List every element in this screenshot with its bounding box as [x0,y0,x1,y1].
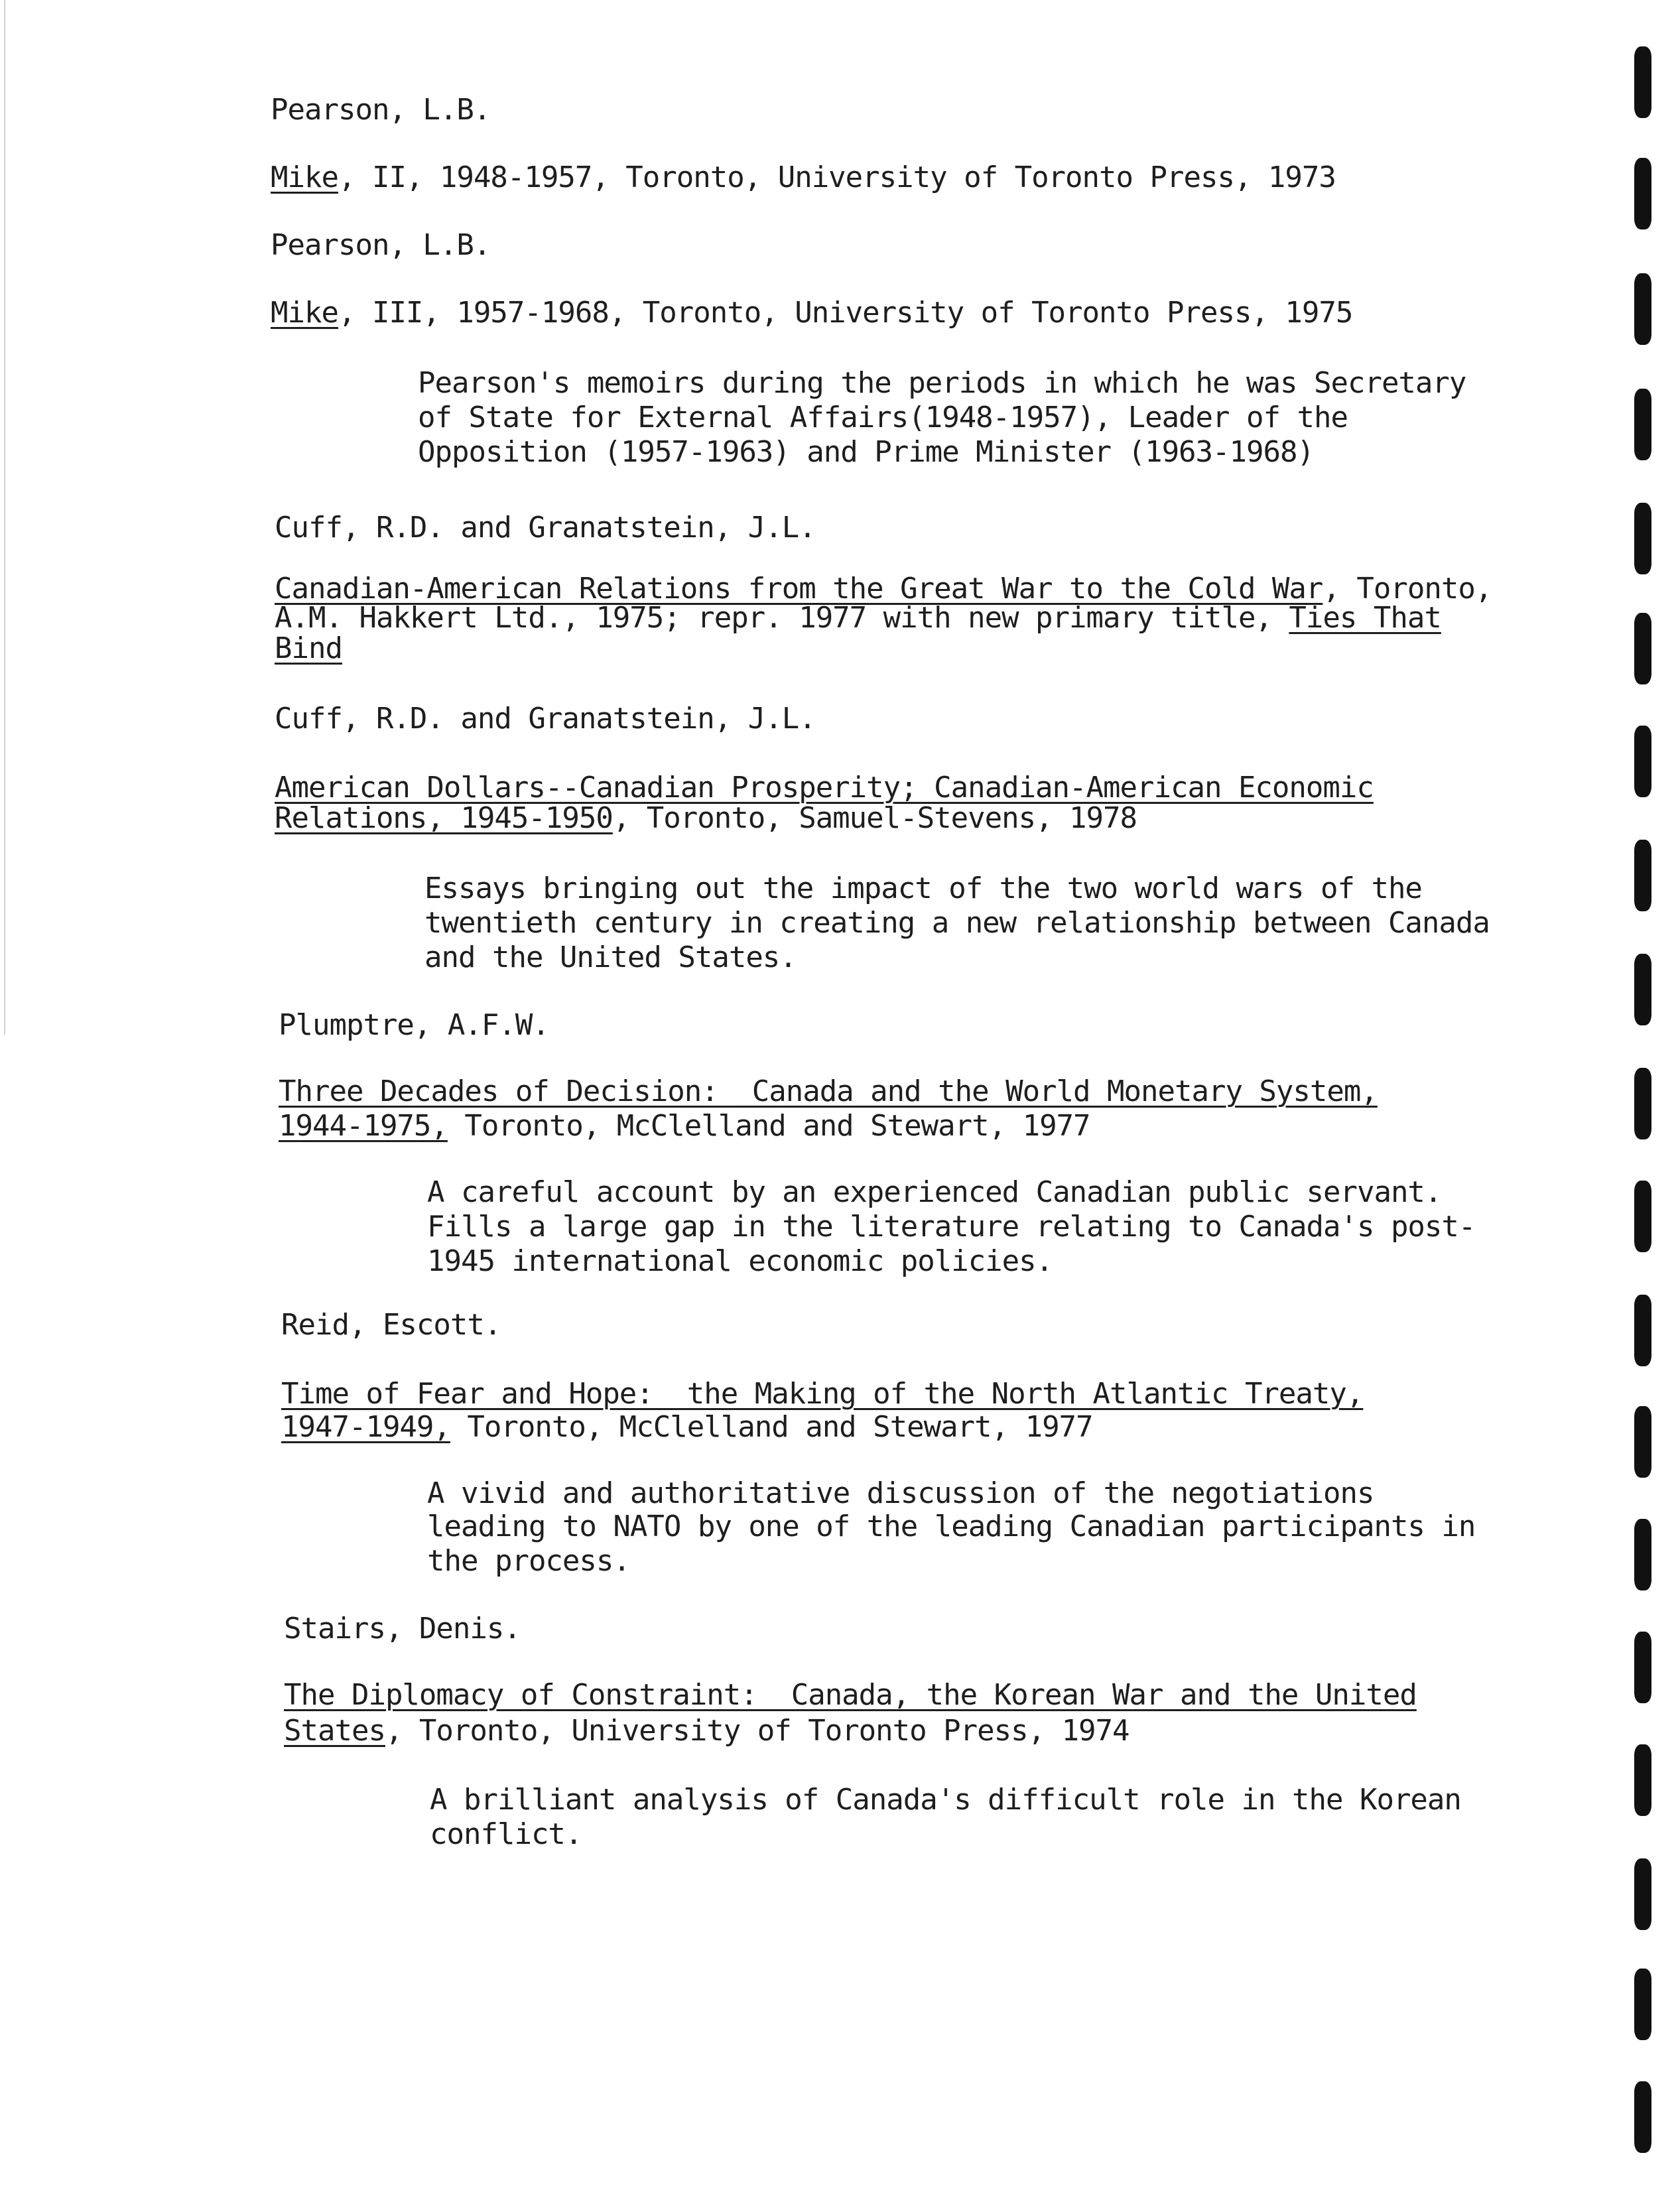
binder-hole-mark [1634,1068,1651,1139]
entry-author: Cuff, R.D. and Granatstein, J.L. [275,702,816,736]
binder-hole-mark [1634,1406,1651,1478]
citation-title: Canadian-American Relations from the Great War to the Cold War [275,572,1323,606]
citation-title: Three Decades of Decision: Canada and the World Monetary System, [279,1074,1378,1108]
binder-hole-mark [1634,46,1651,118]
citation-details: A.M. Hakkert Ltd., 1975; repr. 1977 with new primary title, [275,601,1289,635]
annotation-line: A brilliant analysis of Canada's difficult role in the Korean [430,1783,1461,1817]
annotation-line: Pearson's memoirs during the periods in which he was Secretary [418,366,1466,400]
binder-hole-mark [1634,503,1651,574]
annotation-line: twentieth century in creating a new relationship between Canada [424,906,1490,940]
citation-details: , Toronto, [1323,572,1492,606]
citation-details: Toronto, McClelland and Stewart, 1977 [447,1109,1090,1143]
binder-hole-mark [1634,1969,1651,2040]
entry-citation [271,296,1352,330]
entry-author: Pearson, L.B. [271,228,491,262]
entry-author: Plumptre, A.F.W. [279,1008,549,1042]
entry-citation [275,601,1441,635]
entry-author: Pearson, L.B. [271,93,491,127]
annotation-line: the process. [427,1544,630,1578]
binder-hole-mark [1634,1181,1651,1252]
entry-author: Stairs, Denis. [284,1612,521,1646]
citation-title: 1947-1949, [281,1410,450,1444]
entry-citation [275,631,342,666]
binder-hole-mark [1634,158,1651,229]
annotation-line: and the United States. [424,940,797,974]
entry-citation [284,1714,1130,1748]
binder-hole-mark [1634,1295,1651,1366]
binder-hole-mark [1634,726,1651,797]
citation-details: , Toronto, Samuel-Stevens, 1978 [612,801,1137,835]
citation-title: Ties That [1289,601,1441,635]
citation-title: Time of Fear and Hope: the Making of the North Atlantic Treaty, [281,1377,1364,1411]
binder-hole-mark [1634,273,1651,345]
citation-title: States [284,1714,385,1748]
annotation-line: of State for External Affairs(1948-1957), Leader of the [418,401,1348,434]
entry-citation [284,1678,1417,1713]
entry-citation [275,771,1374,805]
citation-title: Mike [271,296,338,330]
citation-title: Bind [275,631,342,665]
annotation-line: Fills a large gap in the literature relating to Canada's post- [427,1210,1476,1244]
binder-hole-mark [1634,1744,1651,1816]
entry-citation [281,1410,1093,1445]
entry-citation [279,1074,1378,1109]
entry-author: Reid, Escott. [281,1308,501,1342]
binder-hole-mark [1634,1858,1651,1930]
citation-details: , Toronto, University of Toronto Press, 1974 [385,1714,1130,1748]
binder-hole-mark [1634,613,1651,684]
citation-title: The Diplomacy of Constraint: Canada, the Korean War and the United [284,1678,1417,1712]
annotation-line: A careful account by an experienced Canadian public servant. [427,1175,1442,1209]
citation-title: 1944-1975, [279,1109,448,1143]
page-edge-line [4,0,5,1035]
citation-title: American Dollars--Canadian Prosperity; Canadian-American Economic [275,771,1374,805]
annotation-line: Opposition (1957-1963) and Prime Minister (1963-1968) [418,435,1314,469]
entry-citation [271,161,1336,195]
binder-hole-mark [1634,1519,1651,1590]
annotation-line: Essays bringing out the impact of the two world wars of the [424,872,1422,905]
binder-hole-mark [1634,1632,1651,1703]
binder-hole-mark [1634,840,1651,911]
citation-title: Mike [271,161,338,194]
citation-title: Relations, 1945-1950 [275,801,613,835]
citation-details: , II, 1948-1957, Toronto, University of Toronto Press, 1973 [338,161,1336,194]
annotation-line: conflict. [430,1817,582,1851]
entry-author: Cuff, R.D. and Granatstein, J.L. [275,511,816,545]
annotation-line: A vivid and authoritative discussion of the negotiations [427,1476,1374,1510]
annotation-line: leading to NATO by one of the leading Canadian participants in [427,1510,1476,1543]
citation-details: Toronto, McClelland and Stewart, 1977 [450,1410,1093,1444]
entry-citation [281,1377,1363,1411]
entry-citation [275,801,1137,836]
binder-hole-mark [1634,954,1651,1025]
annotation-line: 1945 international economic policies. [427,1244,1053,1278]
binder-hole-mark [1634,2081,1651,2153]
citation-details: , III, 1957-1968, Toronto, University of Toronto Press, 1975 [338,296,1353,330]
entry-citation [279,1109,1090,1143]
binder-hole-mark [1634,389,1651,460]
